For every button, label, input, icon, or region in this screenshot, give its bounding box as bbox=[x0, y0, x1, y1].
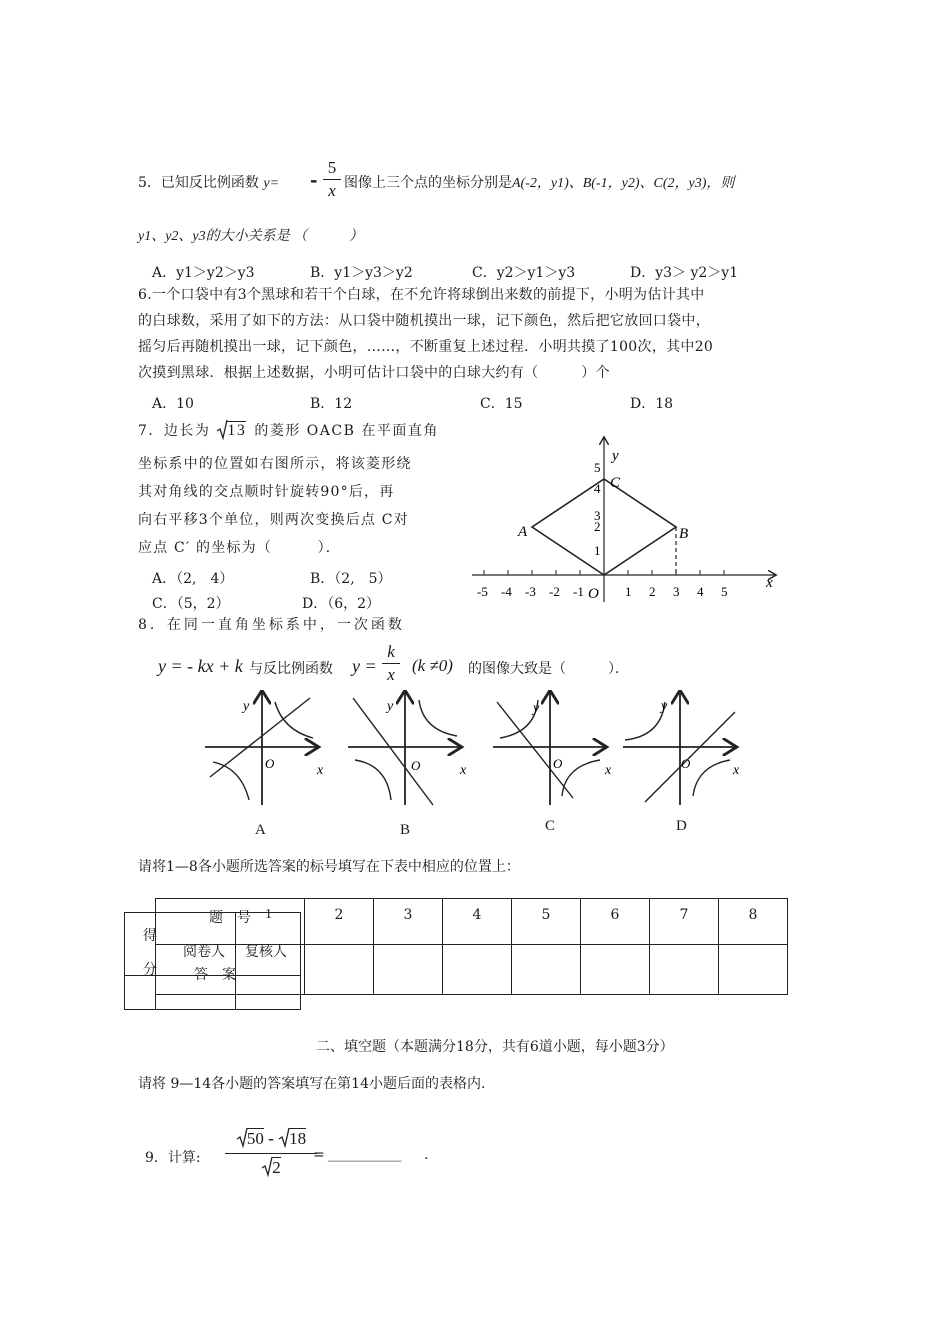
q7-line5: 应点 C′ 的坐标为（ ）． bbox=[138, 540, 341, 556]
q5-text-after: 图像上三个点的坐标分别是 bbox=[344, 175, 512, 191]
q7-line2: 坐标系中的位置如右图所示，将该菱形绕 bbox=[138, 456, 412, 472]
q7-line1-a: 7．边长为 bbox=[138, 423, 211, 439]
answer-label-cell: 答 案 bbox=[156, 945, 305, 995]
x-tick-label: 2 bbox=[649, 584, 656, 599]
q7-option-d: D．（6，2） bbox=[302, 596, 381, 612]
q5-option-c: C．y2＞y1＞y3 bbox=[472, 265, 576, 281]
answer-cell[interactable] bbox=[512, 945, 581, 995]
label-y: y bbox=[612, 448, 619, 464]
q6-line3: 摇匀后再随机摸出一球，记下颜色，……，不断重复上述过程．小明共摸了100次，其中20 bbox=[138, 339, 714, 355]
x-tick-label: 1 bbox=[625, 584, 632, 599]
q5-func-y: y= bbox=[263, 176, 280, 191]
y-tick-label: 1 bbox=[594, 543, 601, 558]
x-tick-label: -2 bbox=[549, 584, 560, 599]
header-label-cell: 题 号 bbox=[156, 899, 305, 945]
answer-table-number-1: 1 bbox=[265, 907, 272, 922]
instruction-1: 请将1—8各小题所选答案的标号填写在下表中相应的位置上： bbox=[138, 859, 520, 875]
question-number-cell: 5 bbox=[512, 899, 581, 945]
graph-d-x: x bbox=[733, 763, 740, 778]
question-number-cell: 8 bbox=[719, 899, 788, 945]
question-number-cell: 2 bbox=[305, 899, 374, 945]
sqrt-sign-icon bbox=[278, 1127, 290, 1149]
q7-rhombus-figure bbox=[470, 430, 790, 610]
q7-line4: 向右平移3个单位，则两次变换后点 C对 bbox=[138, 512, 409, 528]
graph-c-y: y bbox=[533, 701, 540, 716]
q6-line4: 次摸到黑球．根据上述数据，小明可估计口袋中的白球大约有（ ）个 bbox=[138, 365, 610, 381]
y-tick-label: 3 bbox=[594, 508, 601, 523]
instruction-2: 请将 9—14各小题的答案填写在第14小题后面的表格内． bbox=[138, 1076, 495, 1092]
q5-option-a: A．y1＞y2＞y3 bbox=[152, 265, 255, 281]
q8-label-b: B bbox=[400, 822, 411, 838]
y-tick-label: 4 bbox=[594, 481, 601, 496]
q5-line2: y1、y2、y3的大小关系是 （ ） bbox=[138, 229, 364, 244]
q9-denominator: 2 bbox=[225, 1156, 317, 1180]
q8-label-d: D bbox=[676, 818, 687, 834]
q5-line1 bbox=[138, 172, 279, 192]
q9-fraction bbox=[225, 1127, 317, 1180]
question-number-cell: 3 bbox=[374, 899, 443, 945]
sqrt-sign-icon bbox=[216, 419, 228, 441]
q6-option-a: A．10 bbox=[152, 396, 194, 412]
grading-de: 得 bbox=[143, 928, 157, 944]
sqrt-sign-icon bbox=[261, 1156, 273, 1178]
q8-condition: (k ≠0) bbox=[412, 656, 453, 675]
label-o: O bbox=[588, 586, 599, 602]
question-number-cell: 6 bbox=[581, 899, 650, 945]
q9-end: . bbox=[424, 1147, 429, 1163]
x-tick-label: -5 bbox=[477, 584, 488, 599]
question-number-cell: 7 bbox=[650, 899, 719, 945]
question-number-cell: 4 bbox=[443, 899, 512, 945]
graph-a-x: x bbox=[317, 763, 324, 778]
graph-b bbox=[348, 692, 460, 805]
q8-label-a: A bbox=[255, 822, 266, 838]
q6-option-b: B．12 bbox=[310, 396, 353, 412]
graph-b-x: x bbox=[460, 763, 467, 778]
answer-cell[interactable] bbox=[374, 945, 443, 995]
q8-formula2-left: y = bbox=[352, 656, 377, 676]
x-tick-label: -4 bbox=[501, 584, 512, 599]
graph-a bbox=[205, 692, 317, 805]
answer-cell[interactable] bbox=[650, 945, 719, 995]
graph-c-o: O bbox=[553, 756, 563, 771]
grading-reviewer: 阅卷人 bbox=[183, 944, 225, 960]
q7-option-a: A．（2, 4） bbox=[152, 571, 234, 587]
answer-cell[interactable] bbox=[581, 945, 650, 995]
q8-tail: 的图像大致是（ ）． bbox=[468, 661, 629, 677]
x-tick-label: -1 bbox=[573, 584, 584, 599]
graph-d-o: O bbox=[681, 756, 691, 771]
q8-label-c: C bbox=[545, 818, 556, 834]
q5-number: 5．已知反比例函数 bbox=[138, 175, 259, 191]
graph-d-y: y bbox=[661, 699, 668, 714]
x-tick-label: 5 bbox=[721, 584, 728, 599]
q7-option-c: C．（5，2） bbox=[152, 596, 230, 612]
grading-checker: 复核人 bbox=[245, 944, 287, 960]
q7-sqrt-value: 13 bbox=[227, 422, 247, 439]
answer-cell[interactable] bbox=[443, 945, 512, 995]
graph-b-y: y bbox=[387, 699, 394, 714]
q8-mid: 与反比例函数 bbox=[249, 661, 333, 677]
q7-sqrt bbox=[216, 422, 246, 440]
q5-denominator: x bbox=[328, 181, 336, 200]
q9-label: 9．计算: bbox=[145, 1150, 201, 1166]
graph-b-o: O bbox=[411, 758, 421, 773]
x-tick-label: 3 bbox=[673, 584, 680, 599]
y-tick-label: 2 bbox=[594, 519, 601, 534]
y-tick-label: 5 bbox=[594, 460, 601, 475]
q7-line3: 其对角线的交点顺时针旋转90°后，再 bbox=[138, 484, 395, 500]
q9-numerator: 50 - 18 bbox=[225, 1127, 317, 1151]
label-a: A bbox=[518, 524, 528, 540]
answer-cell[interactable] bbox=[719, 945, 788, 995]
graph-a-o: O bbox=[265, 756, 275, 771]
q6-option-d: D．18 bbox=[630, 396, 674, 412]
q7-line1 bbox=[138, 420, 439, 440]
grading-box bbox=[124, 912, 301, 1010]
q7-option-b: B．（2, 5） bbox=[310, 571, 392, 587]
x-tick-label: 4 bbox=[697, 584, 704, 599]
q9-answer-blank[interactable]: ___________ bbox=[328, 1148, 402, 1162]
graph-d bbox=[623, 692, 735, 805]
q8-formula1: y = - kx + k bbox=[158, 656, 243, 676]
q5-points: A(-2，y1)、B(-1，y2)、C(2，y3)，则 bbox=[512, 176, 735, 191]
graph-c bbox=[493, 692, 605, 805]
q8-formula2-num: k bbox=[387, 642, 395, 661]
answer-cell[interactable] bbox=[305, 945, 374, 995]
graph-a-y: y bbox=[243, 699, 250, 714]
q8-line1: 8．在同一直角坐标系中，一次函数 bbox=[138, 617, 405, 633]
label-x: x bbox=[766, 575, 773, 591]
q5-fraction bbox=[323, 158, 341, 201]
q5-minus: - bbox=[310, 170, 318, 191]
q5-option-b: B．y1＞y3＞y2 bbox=[310, 265, 413, 281]
sqrt-sign-icon bbox=[236, 1127, 248, 1149]
q7-line1-b: 的菱形 OACB 在平面直角 bbox=[254, 423, 439, 439]
q5-numerator: 5 bbox=[327, 158, 337, 177]
q6-line1: 6.一个口袋中有3个黑球和若干个白球，在不允许将球倒出来数的前提下，小明为估计其中 bbox=[138, 287, 705, 303]
section2-title: 二、填空题（本题满分18分，共有6道小题，每小题3分） bbox=[316, 1039, 674, 1055]
q8-formula2-den: x bbox=[387, 665, 395, 684]
q6-line2: 的白球数，采用了如下的方法：从口袋中随机摸出一球，记下颜色，然后把它放回口袋中， bbox=[138, 313, 710, 329]
label-b: B bbox=[679, 526, 689, 542]
q8-formula2-fraction bbox=[382, 642, 400, 685]
q6-option-c: C．15 bbox=[480, 396, 523, 412]
graph-c-x: x bbox=[605, 763, 612, 778]
q5-option-d: D．y3＞ y2＞y1 bbox=[630, 265, 739, 281]
grading-fen: 分 bbox=[143, 962, 157, 978]
q5-line1-tail bbox=[344, 172, 734, 192]
q9-eq: = bbox=[313, 1147, 325, 1163]
q8-graphs bbox=[195, 690, 755, 840]
label-c: C bbox=[610, 475, 621, 491]
x-tick-label: -3 bbox=[525, 584, 536, 599]
